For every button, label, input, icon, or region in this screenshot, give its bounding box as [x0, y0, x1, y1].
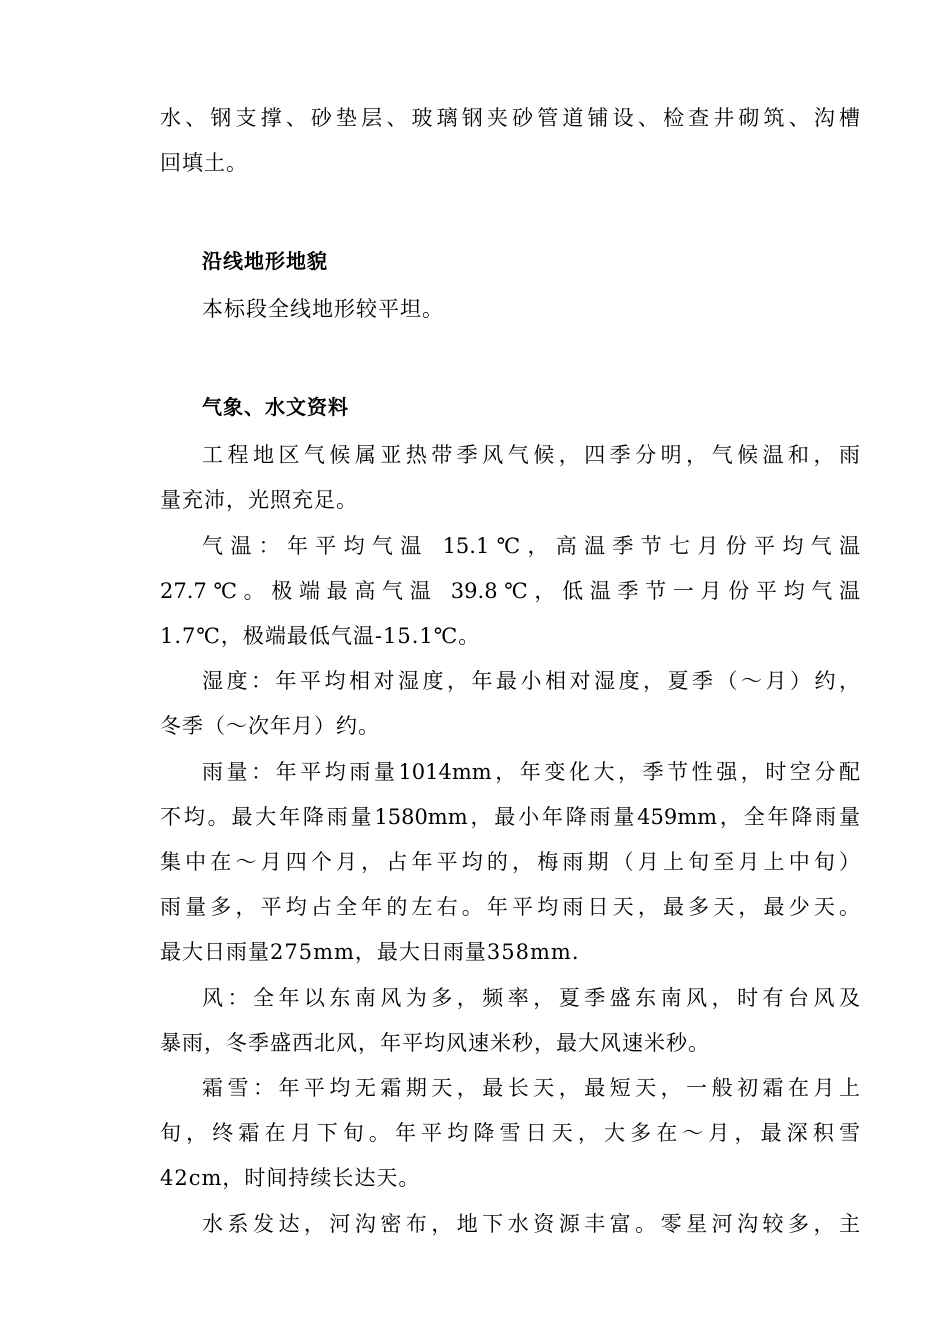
climate-line-1: 工程地区气候属亚热带季风气候，四季分明，气候温和，雨: [202, 443, 860, 467]
frost-line-2: 旬，终霜在月下旬。年平均降雪日天，大多在～月，最深积雪: [160, 1121, 860, 1145]
terrain-paragraph: 本标段全线地形较平坦。: [202, 297, 444, 321]
rainfall-line-4: 雨量多，平均占全年的左右。年平均雨日天，最多天，最少天。: [160, 895, 860, 919]
rainfall-line-5: 最大日雨量275mm，最大日雨量358mm.: [160, 940, 580, 964]
temperature-line-1: 气温：年平均气温 15.1℃，高温季节七月份平均气温: [202, 534, 860, 558]
water-line-1: 水系发达，河沟密布，地下水资源丰富。零星河沟较多，主: [202, 1212, 860, 1236]
rainfall-line-3: 集中在～月四个月，占年平均的，梅雨期（月上旬至月上中旬）: [160, 850, 860, 874]
rainfall-line-2: 不均。最大年降雨量1580mm，最小年降雨量459mm，全年降雨量: [160, 805, 860, 829]
frost-line-1: 霜雪：年平均无霜期天，最长天，最短天，一般初霜在月上: [202, 1076, 860, 1100]
wind-line-2: 暴雨，冬季盛西北风，年平均风速米秒，最大风速米秒。: [160, 1031, 710, 1055]
rainfall-line-1: 雨量：年平均雨量1014mm，年变化大，季节性强，时空分配: [202, 760, 860, 784]
humidity-line-2: 冬季（～次年月）约。: [160, 714, 380, 738]
section-heading-weather: 气象、水文资料: [202, 395, 349, 419]
wind-line-1: 风：全年以东南风为多，频率，夏季盛东南风，时有台风及: [202, 986, 860, 1010]
temperature-line-3: 1.7℃，极端最低气温-15.1℃。: [160, 624, 481, 648]
humidity-line-1: 湿度：年平均相对湿度，年最小相对湿度，夏季（～月）约，: [202, 669, 860, 693]
temperature-line-2: 27.7℃。极端最高气温 39.8℃，低温季节一月份平均气温: [160, 579, 860, 603]
frost-line-3: 42cm，时间持续长达天。: [160, 1166, 421, 1190]
intro-line-1: 水、钢支撑、砂垫层、玻璃钢夹砂管道铺设、检查井砌筑、沟槽: [160, 106, 860, 130]
section-heading-terrain: 沿线地形地貌: [202, 249, 328, 273]
intro-line-2: 回填土。: [160, 151, 248, 175]
climate-line-2: 量充沛，光照充足。: [160, 488, 358, 512]
